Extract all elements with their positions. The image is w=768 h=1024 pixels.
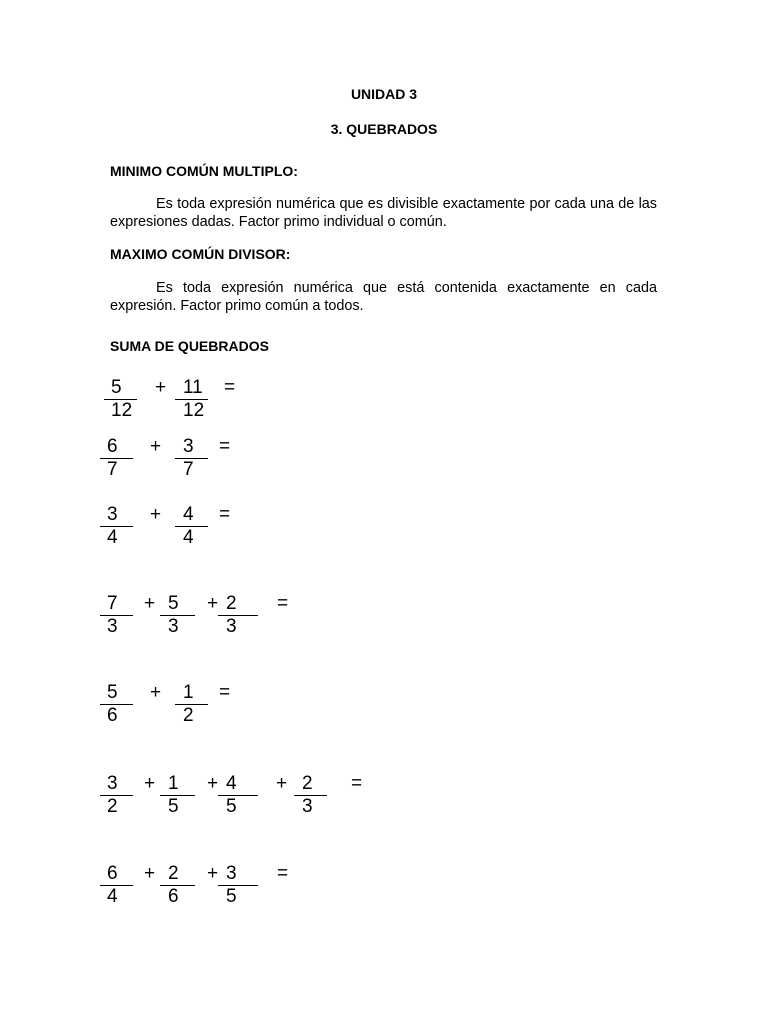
suma-title: SUMA DE QUEBRADOS [110,338,269,354]
fraction-denominator: 7 [107,459,118,480]
fraction-bar [100,704,133,705]
fraction-denominator: 3 [168,616,179,637]
fraction-numerator: 3 [183,436,194,457]
fraction-bar [100,795,133,796]
fraction-bar [294,795,327,796]
fraction-bar [175,704,208,705]
plus-operator: + [144,773,156,794]
plus-operator: + [207,773,219,794]
fraction-numerator: 1 [183,682,194,703]
fraction-bar [218,615,258,616]
fraction-denominator: 6 [107,705,118,726]
unit-title: UNIDAD 3 [350,86,418,102]
fraction-bar [104,399,137,400]
mcd-title: MAXIMO COMÚN DIVISOR: [110,246,291,262]
equals-sign: = [277,593,289,614]
plus-operator: + [150,682,162,703]
plus-operator: + [150,436,162,457]
fraction-denominator: 6 [168,886,179,907]
fraction-denominator: 4 [183,527,194,548]
fraction-denominator: 5 [168,796,179,817]
fraction-numerator: 6 [107,863,118,884]
fraction-bar [160,885,195,886]
fraction-bar [160,615,195,616]
fraction-denominator: 7 [183,459,194,480]
fraction-denominator: 3 [302,796,313,817]
fraction-numerator: 5 [107,682,118,703]
fraction-numerator: 4 [183,504,194,525]
fraction-bar [100,526,133,527]
fraction-denominator: 2 [107,796,118,817]
fraction-numerator: 2 [226,593,237,614]
fraction-numerator: 5 [111,377,122,398]
fraction-numerator: 4 [226,773,237,794]
fraction-numerator: 3 [107,504,118,525]
fraction-bar [160,795,195,796]
mcd-definition: Es toda expresión numérica que está contenida exactamente en cada expresión. Factor primo común a todos. [110,280,657,314]
fraction-numerator: 3 [226,863,237,884]
equals-sign: = [219,682,231,703]
fraction-bar [100,458,133,459]
fraction-numerator: 5 [168,593,179,614]
fraction-denominator: 12 [111,400,133,421]
fraction-denominator: 5 [226,886,237,907]
plus-operator: + [207,863,219,884]
fraction-bar [218,795,258,796]
chapter-title: 3. QUEBRADOS [330,121,438,137]
equals-sign: = [219,504,231,525]
equals-sign: = [277,863,289,884]
fraction-denominator: 5 [226,796,237,817]
fraction-numerator: 2 [168,863,179,884]
fraction-denominator: 12 [183,400,205,421]
fraction-numerator: 3 [107,773,118,794]
equals-sign: = [224,377,236,398]
plus-operator: + [144,863,156,884]
mcm-title: MINIMO COMÚN MULTIPLO: [110,163,298,179]
plus-operator: + [150,504,162,525]
fraction-numerator: 1 [168,773,179,794]
fraction-bar [175,458,208,459]
plus-operator: + [155,377,167,398]
fraction-bar [100,885,133,886]
plus-operator: + [276,773,288,794]
fraction-numerator: 7 [107,593,118,614]
fraction-denominator: 3 [107,616,118,637]
equals-sign: = [219,436,231,457]
fraction-denominator: 2 [183,705,194,726]
plus-operator: + [207,593,219,614]
plus-operator: + [144,593,156,614]
fraction-denominator: 4 [107,886,118,907]
fraction-bar [218,885,258,886]
equals-sign: = [351,773,363,794]
fraction-numerator: 11 [183,377,203,398]
fraction-numerator: 2 [302,773,313,794]
fraction-bar [175,526,208,527]
fraction-bar [100,615,133,616]
fraction-numerator: 6 [107,436,118,457]
mcm-definition: Es toda expresión numérica que es divisible exactamente por cada una de las expresiones dadas. Factor primo individual o común. [110,196,657,230]
fraction-bar [175,399,208,400]
fraction-denominator: 3 [226,616,237,637]
fraction-denominator: 4 [107,527,118,548]
